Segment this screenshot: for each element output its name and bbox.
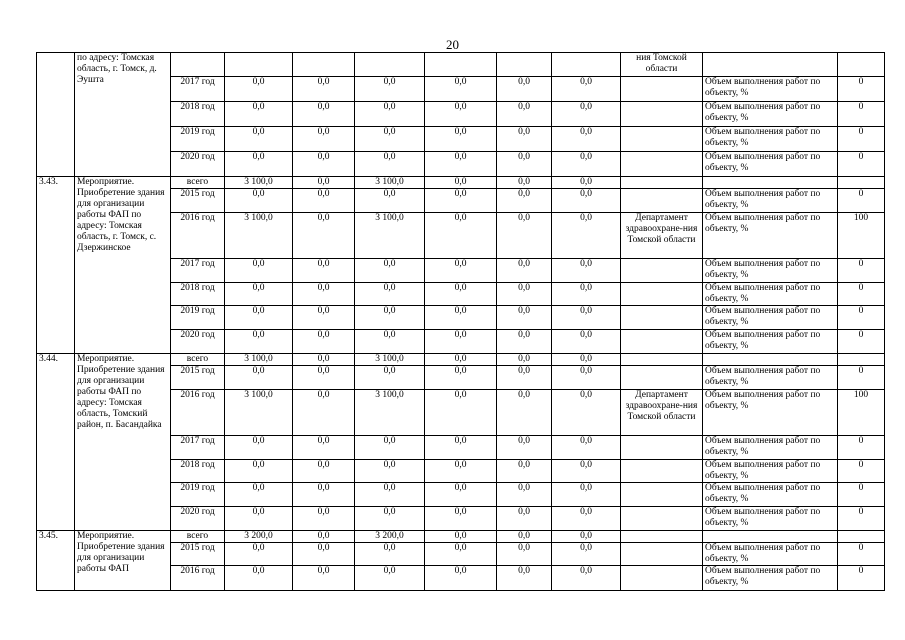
indicator-value-cell: 0 [838,127,885,152]
value-cell: 0,0 [293,283,355,306]
indicator-cell [703,177,838,189]
indicator-cell [703,53,838,77]
value-cell: 0,0 [225,460,293,483]
item-name-cell: Мероприятие. Приобретение здания для организации работы ФАП по адресу: Томская область, г. Томск, с. Дзержинское [75,177,171,354]
year-cell: всего [171,531,225,543]
indicator-cell: Объем выполнения работ по объекту, % [703,330,838,354]
value-cell: 0,0 [425,177,497,189]
value-cell: 0,0 [225,306,293,330]
value-cell: 0,0 [497,483,552,507]
value-cell: 3 200,0 [225,531,293,543]
year-cell: 2015 год [171,189,225,213]
table-row [37,354,885,366]
indicator-value-cell: 0 [838,460,885,483]
indicator-value-cell: 0 [838,507,885,531]
value-cell: 0,0 [293,127,355,152]
value-cell: 0,0 [225,483,293,507]
value-cell: 0,0 [293,436,355,460]
value-cell: 0,0 [355,189,425,213]
indicator-cell [703,354,838,366]
value-cell: 3 100,0 [355,354,425,366]
value-cell: 0,0 [552,213,621,259]
value-cell: 0,0 [425,507,497,531]
indicator-value-cell: 0 [838,543,885,566]
value-cell: 0,0 [425,102,497,127]
value-cell: 0,0 [425,483,497,507]
responsible-cell [621,177,703,189]
value-cell: 0,0 [552,283,621,306]
value-cell: 0,0 [425,531,497,543]
value-cell: 0,0 [293,189,355,213]
value-cell: 0,0 [497,460,552,483]
indicator-cell: Объем выполнения работ по объекту, % [703,189,838,213]
value-cell: 0,0 [225,543,293,566]
indicator-value-cell: 0 [838,483,885,507]
value-cell: 3 100,0 [225,213,293,259]
value-cell: 0,0 [355,543,425,566]
value-cell: 0,0 [552,259,621,283]
responsible-cell: Департамент здравоохране-ния Томской области [621,390,703,436]
value-cell: 0,0 [293,483,355,507]
responsible-cell [621,330,703,354]
year-cell: 2020 год [171,330,225,354]
responsible-cell [621,127,703,152]
value-cell: 0,0 [497,102,552,127]
item-number-cell: 3.44. [37,354,75,531]
value-cell: 0,0 [552,177,621,189]
value-cell: 0,0 [425,189,497,213]
value-cell: 0,0 [355,102,425,127]
value-cell: 0,0 [425,127,497,152]
value-cell: 0,0 [497,531,552,543]
responsible-cell [621,366,703,390]
item-number-cell: 3.43. [37,177,75,354]
responsible-cell: Департамент здравоохране-ния Томской области [621,213,703,259]
indicator-value-cell: 0 [838,566,885,591]
value-cell: 0,0 [497,177,552,189]
value-cell: 0,0 [355,460,425,483]
value-cell: 0,0 [293,460,355,483]
empty-cell [355,53,425,77]
indicator-value-cell [838,53,885,77]
responsible-cell: ния Томской области [621,53,703,77]
value-cell: 0,0 [552,127,621,152]
item-name-cell: Мероприятие. Приобретение здания для организации работы ФАП по адресу: Томская область, Томский район, п. Басандайка [75,354,171,531]
year-cell: 2017 год [171,436,225,460]
year-cell: 2017 год [171,77,225,102]
value-cell: 0,0 [497,127,552,152]
indicator-cell: Объем выполнения работ по объекту, % [703,77,838,102]
value-cell: 0,0 [425,390,497,436]
value-cell: 0,0 [497,213,552,259]
value-cell: 0,0 [293,102,355,127]
value-cell: 0,0 [355,77,425,102]
value-cell: 0,0 [225,366,293,390]
value-cell: 0,0 [497,507,552,531]
indicator-cell: Объем выполнения работ по объекту, % [703,306,838,330]
empty-cell [425,53,497,77]
value-cell: 0,0 [225,127,293,152]
value-cell: 0,0 [355,507,425,531]
responsible-cell [621,543,703,566]
value-cell: 0,0 [425,77,497,102]
indicator-value-cell: 0 [838,259,885,283]
indicator-cell: Объем выполнения работ по объекту, % [703,390,838,436]
value-cell: 0,0 [552,306,621,330]
value-cell: 0,0 [425,460,497,483]
indicator-cell: Объем выполнения работ по объекту, % [703,566,838,591]
value-cell: 0,0 [552,543,621,566]
year-cell: 2020 год [171,152,225,177]
indicator-value-cell [838,177,885,189]
value-cell: 0,0 [425,436,497,460]
value-cell: 0,0 [425,259,497,283]
year-cell: 2019 год [171,483,225,507]
year-cell: 2018 год [171,460,225,483]
year-cell: всего [171,354,225,366]
value-cell: 0,0 [225,283,293,306]
responsible-cell [621,283,703,306]
indicator-value-cell: 100 [838,390,885,436]
value-cell: 0,0 [293,354,355,366]
value-cell: 0,0 [293,306,355,330]
year-cell: 2020 год [171,507,225,531]
value-cell: 0,0 [425,330,497,354]
indicator-value-cell [838,354,885,366]
indicator-cell: Объем выполнения работ по объекту, % [703,283,838,306]
year-cell: всего [171,177,225,189]
value-cell: 3 100,0 [225,354,293,366]
responsible-cell [621,259,703,283]
value-cell: 0,0 [293,390,355,436]
value-cell: 0,0 [425,354,497,366]
value-cell: 0,0 [552,189,621,213]
value-cell: 0,0 [497,436,552,460]
value-cell: 0,0 [552,354,621,366]
value-cell: 0,0 [355,330,425,354]
value-cell: 0,0 [425,283,497,306]
value-cell: 0,0 [497,283,552,306]
indicator-value-cell: 0 [838,152,885,177]
responsible-cell [621,436,703,460]
empty-cell [552,53,621,77]
year-cell: 2016 год [171,390,225,436]
value-cell: 0,0 [552,436,621,460]
value-cell: 0,0 [355,566,425,591]
indicator-cell: Объем выполнения работ по объекту, % [703,460,838,483]
responsible-cell [621,152,703,177]
value-cell: 3 100,0 [225,177,293,189]
value-cell: 3 100,0 [355,390,425,436]
empty-cell [497,53,552,77]
value-cell: 0,0 [225,330,293,354]
value-cell: 0,0 [552,390,621,436]
value-cell: 0,0 [552,566,621,591]
responsible-cell [621,460,703,483]
item-number-cell [37,53,75,177]
value-cell: 0,0 [293,531,355,543]
value-cell: 0,0 [355,152,425,177]
value-cell: 0,0 [425,566,497,591]
value-cell: 0,0 [293,77,355,102]
year-cell: 2015 год [171,543,225,566]
indicator-value-cell: 0 [838,102,885,127]
indicator-cell [703,531,838,543]
value-cell: 0,0 [355,259,425,283]
value-cell: 0,0 [552,102,621,127]
indicator-cell: Объем выполнения работ по объекту, % [703,543,838,566]
indicator-value-cell: 0 [838,77,885,102]
value-cell: 0,0 [225,77,293,102]
value-cell: 0,0 [225,102,293,127]
value-cell: 0,0 [225,189,293,213]
year-cell: 2018 год [171,102,225,127]
value-cell: 0,0 [552,330,621,354]
responsible-cell [621,507,703,531]
indicator-cell: Объем выполнения работ по объекту, % [703,259,838,283]
responsible-cell [621,531,703,543]
responsible-cell [621,306,703,330]
value-cell: 0,0 [497,77,552,102]
indicator-value-cell: 0 [838,436,885,460]
value-cell: 0,0 [225,259,293,283]
value-cell: 0,0 [225,152,293,177]
value-cell: 0,0 [552,152,621,177]
page-number: 20 [446,37,459,52]
value-cell: 0,0 [497,390,552,436]
value-cell: 0,0 [552,531,621,543]
item-name-cell: по адресу: Томская область, г. Томск, д. Эушта [75,53,171,177]
indicator-value-cell: 0 [838,189,885,213]
year-cell: 2017 год [171,259,225,283]
value-cell: 0,0 [497,354,552,366]
value-cell: 0,0 [497,366,552,390]
year-cell: 2019 год [171,306,225,330]
value-cell: 0,0 [293,259,355,283]
indicator-cell: Объем выполнения работ по объекту, % [703,483,838,507]
value-cell: 0,0 [552,77,621,102]
value-cell: 0,0 [425,152,497,177]
value-cell: 0,0 [355,366,425,390]
value-cell: 0,0 [497,189,552,213]
responsible-cell [621,102,703,127]
value-cell: 0,0 [355,306,425,330]
value-cell: 0,0 [355,436,425,460]
responsible-cell [621,77,703,102]
value-cell: 0,0 [225,507,293,531]
value-cell: 0,0 [497,543,552,566]
indicator-value-cell: 0 [838,366,885,390]
table-row [37,177,885,189]
empty-cell [171,53,225,77]
value-cell: 0,0 [293,330,355,354]
empty-cell [293,53,355,77]
value-cell: 3 200,0 [355,531,425,543]
value-cell: 0,0 [497,566,552,591]
year-cell: 2016 год [171,213,225,259]
value-cell: 0,0 [355,483,425,507]
value-cell: 0,0 [293,543,355,566]
value-cell: 0,0 [355,127,425,152]
year-cell: 2015 год [171,366,225,390]
indicator-cell: Объем выполнения работ по объекту, % [703,102,838,127]
value-cell: 0,0 [293,366,355,390]
value-cell: 0,0 [293,177,355,189]
indicator-cell: Объем выполнения работ по объекту, % [703,213,838,259]
responsible-cell [621,354,703,366]
value-cell: 3 100,0 [355,177,425,189]
indicator-value-cell: 0 [838,306,885,330]
table-row [37,531,885,543]
value-cell: 0,0 [293,566,355,591]
value-cell: 0,0 [552,507,621,531]
value-cell: 0,0 [425,543,497,566]
responsible-cell [621,483,703,507]
value-cell: 0,0 [552,460,621,483]
value-cell: 0,0 [497,330,552,354]
value-cell: 0,0 [293,152,355,177]
item-number-cell: 3.45. [37,531,75,591]
year-cell: 2016 год [171,566,225,591]
value-cell: 0,0 [497,259,552,283]
value-cell: 0,0 [425,366,497,390]
indicator-value-cell: 0 [838,283,885,306]
responsible-cell [621,189,703,213]
indicator-value-cell: 100 [838,213,885,259]
value-cell: 0,0 [552,366,621,390]
year-cell: 2019 год [171,127,225,152]
value-cell: 3 100,0 [225,390,293,436]
empty-cell [225,53,293,77]
indicator-cell: Объем выполнения работ по объекту, % [703,507,838,531]
indicator-cell: Объем выполнения работ по объекту, % [703,436,838,460]
value-cell: 0,0 [293,213,355,259]
indicator-value-cell: 0 [838,330,885,354]
year-cell: 2018 год [171,283,225,306]
value-cell: 0,0 [497,152,552,177]
value-cell: 0,0 [552,483,621,507]
value-cell: 3 100,0 [355,213,425,259]
item-name-cell: Мероприятие. Приобретение здания для организации работы ФАП [75,531,171,591]
program-activities-table [36,52,885,591]
value-cell: 0,0 [425,306,497,330]
responsible-cell [621,566,703,591]
value-cell: 0,0 [425,213,497,259]
value-cell: 0,0 [225,436,293,460]
value-cell: 0,0 [293,507,355,531]
indicator-value-cell [838,531,885,543]
value-cell: 0,0 [355,283,425,306]
value-cell: 0,0 [497,306,552,330]
indicator-cell: Объем выполнения работ по объекту, % [703,127,838,152]
indicator-cell: Объем выполнения работ по объекту, % [703,152,838,177]
value-cell: 0,0 [225,566,293,591]
indicator-cell: Объем выполнения работ по объекту, % [703,366,838,390]
